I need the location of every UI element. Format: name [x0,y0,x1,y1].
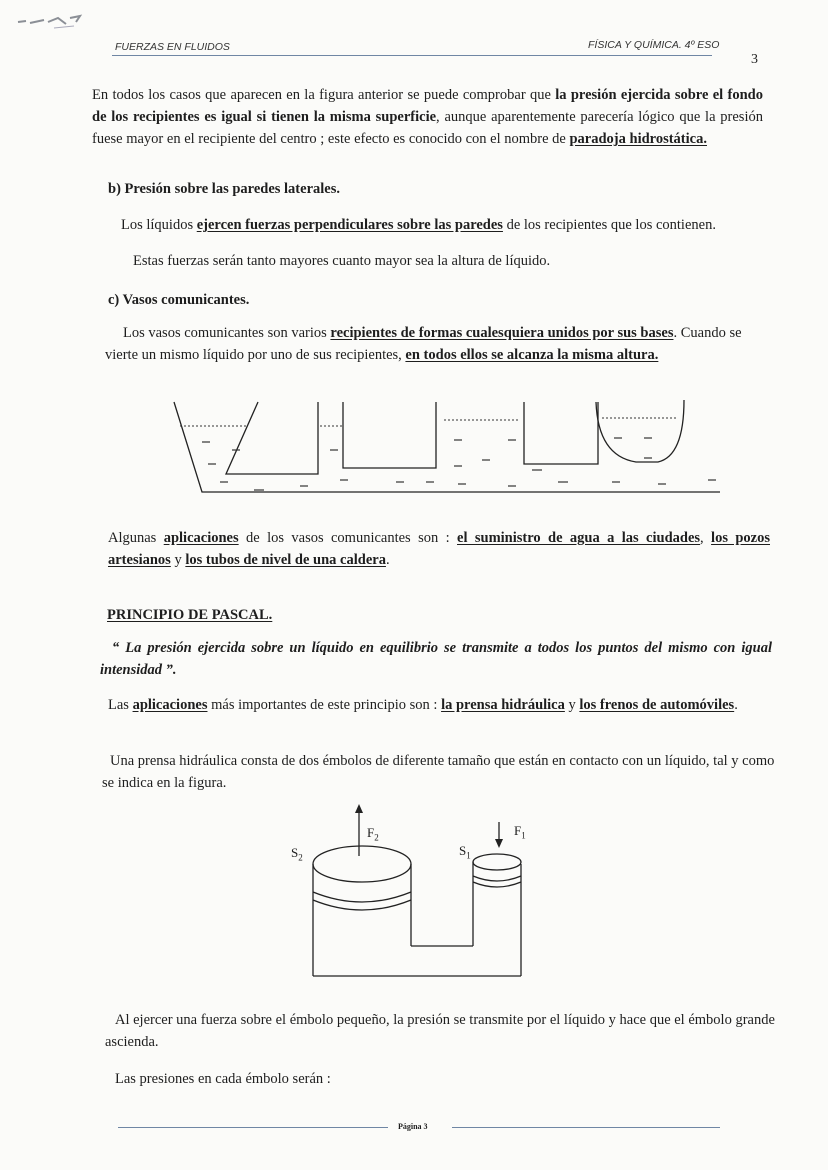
footer-page-label: Página 3 [398,1122,428,1131]
label-s1: $S_1$ [459,843,471,861]
header-right: FÍSICA Y QUÍMICA. 4º ESO [588,39,720,51]
section-b-paragraph-2: Estas fuerzas serán tanto mayores cuanto mayor sea la altura de líquido. [133,253,551,269]
footer-rule-right [452,1127,720,1128]
vessels-applications-paragraph: Algunas aplicaciones de los vasos comunicantes son : el suministro de agua a las ciudades, los pozos artesianos y los tubos de nivel de una caldera. [108,530,770,568]
section-b-paragraph-1: Los líquidos ejercen fuerzas perpendiculares sobre las paredes de los recipientes que los contienen. [121,217,716,233]
pascal-heading: PRINCIPIO DE PASCAL. [107,607,273,623]
footer-rule-left [118,1127,388,1128]
hydraulic-press-figure [285,800,545,982]
label-f1: $F_1$ [514,823,526,841]
header-rule [112,55,712,56]
press-description: Una prensa hidráulica consta de dos émbolos de diferente tamaño que están en contacto con un líquido, tal y como se indica en la figura. [102,753,775,791]
label-s2: $S_2$ [291,845,303,863]
page-number: 3 [751,52,758,67]
logo-mark [14,12,84,32]
section-c-heading: c) Vasos comunicantes. [108,292,250,308]
communicating-vessels-figure [168,394,728,502]
label-f2: $F_2$ [367,825,379,843]
pascal-applications-paragraph: Las aplicaciones más importantes de este principio son : la prensa hidráulica y los frenos de automóviles. [108,697,738,713]
section-b-heading: b) Presión sobre las paredes laterales. [108,181,340,197]
force-paragraph: Al ejercer una fuerza sobre el émbolo pequeño, la presión se transmite por el líquido y hace que el émbolo grande ascienda. [105,1012,775,1050]
pressures-line: Las presiones en cada émbolo serán : [115,1071,331,1087]
pascal-quote: “ La presión ejercida sobre un líquido en equilibrio se transmite a todos los puntos del mismo con igual intensidad ”. [100,640,772,678]
section-c-paragraph: Los vasos comunicantes son varios recipientes de formas cualesquiera unidos por sus bases. Cuando se vierte un mismo líquido por uno de sus recipientes, en todos ellos se alcanza la misma altura. [105,325,742,363]
intro-paragraph: En todos los casos que aparecen en la figura anterior se puede comprobar que la presión ejercida sobre el fondo de los recipientes es igual si tienen la misma superficie, aunque aparentemente parecería lógico que la presión fuese mayor en el recipiente del centro ; este efecto es conocido con el nombre de paradoja hidrostática. [92,87,763,147]
header-left: FUERZAS EN FLUIDOS [115,41,230,53]
